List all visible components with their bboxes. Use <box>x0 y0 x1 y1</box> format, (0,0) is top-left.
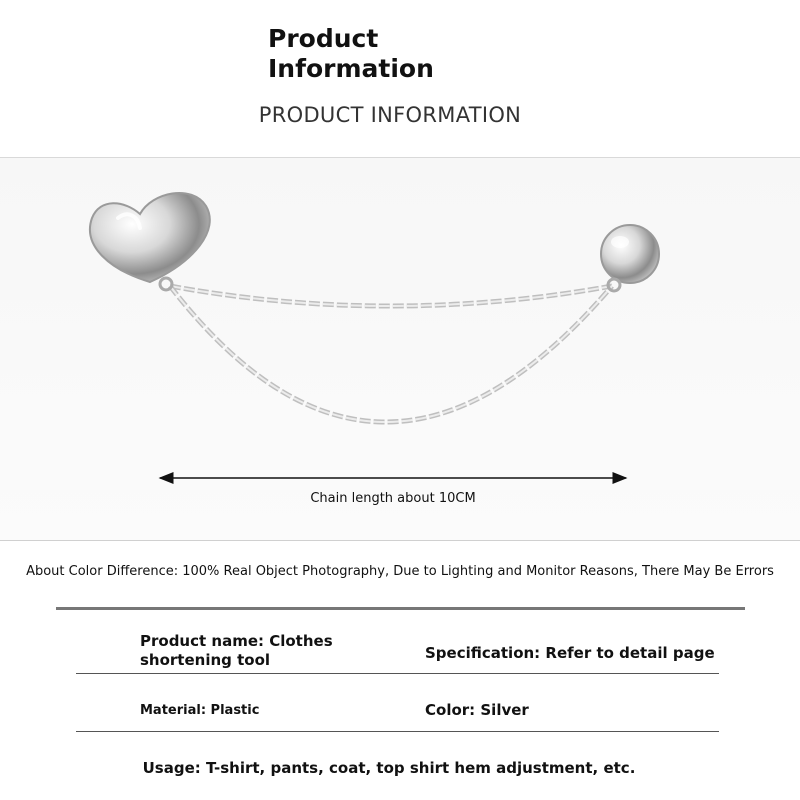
page-title: Product Information <box>268 24 434 83</box>
spec-product-name: Product name: Clothes shortening tool <box>140 632 333 669</box>
spec-color: Color: Silver <box>425 701 529 719</box>
product-photo <box>0 158 800 540</box>
chain-length-label: Chain length about 10CM <box>310 491 476 506</box>
heart-charm <box>90 193 210 290</box>
spec-usage: Usage: T-shirt, pants, coat, top shirt hem adjustment, etc. <box>142 759 636 777</box>
divider <box>56 607 745 610</box>
header <box>0 0 800 158</box>
divider <box>0 540 800 541</box>
divider <box>76 673 719 674</box>
page-subtitle: PRODUCT INFORMATION <box>258 103 522 127</box>
product-illustration <box>0 158 800 540</box>
upper-chain <box>170 286 612 306</box>
divider <box>76 731 719 732</box>
color-difference-notice: About Color Difference: 100% Real Object Photography, Due to Lighting and Monitor Reasons, There May Be Errors <box>26 564 774 579</box>
round-charm <box>601 225 659 291</box>
spec-specification: Specification: Refer to detail page <box>425 644 715 662</box>
spec-material: Material: Plastic <box>140 703 260 718</box>
